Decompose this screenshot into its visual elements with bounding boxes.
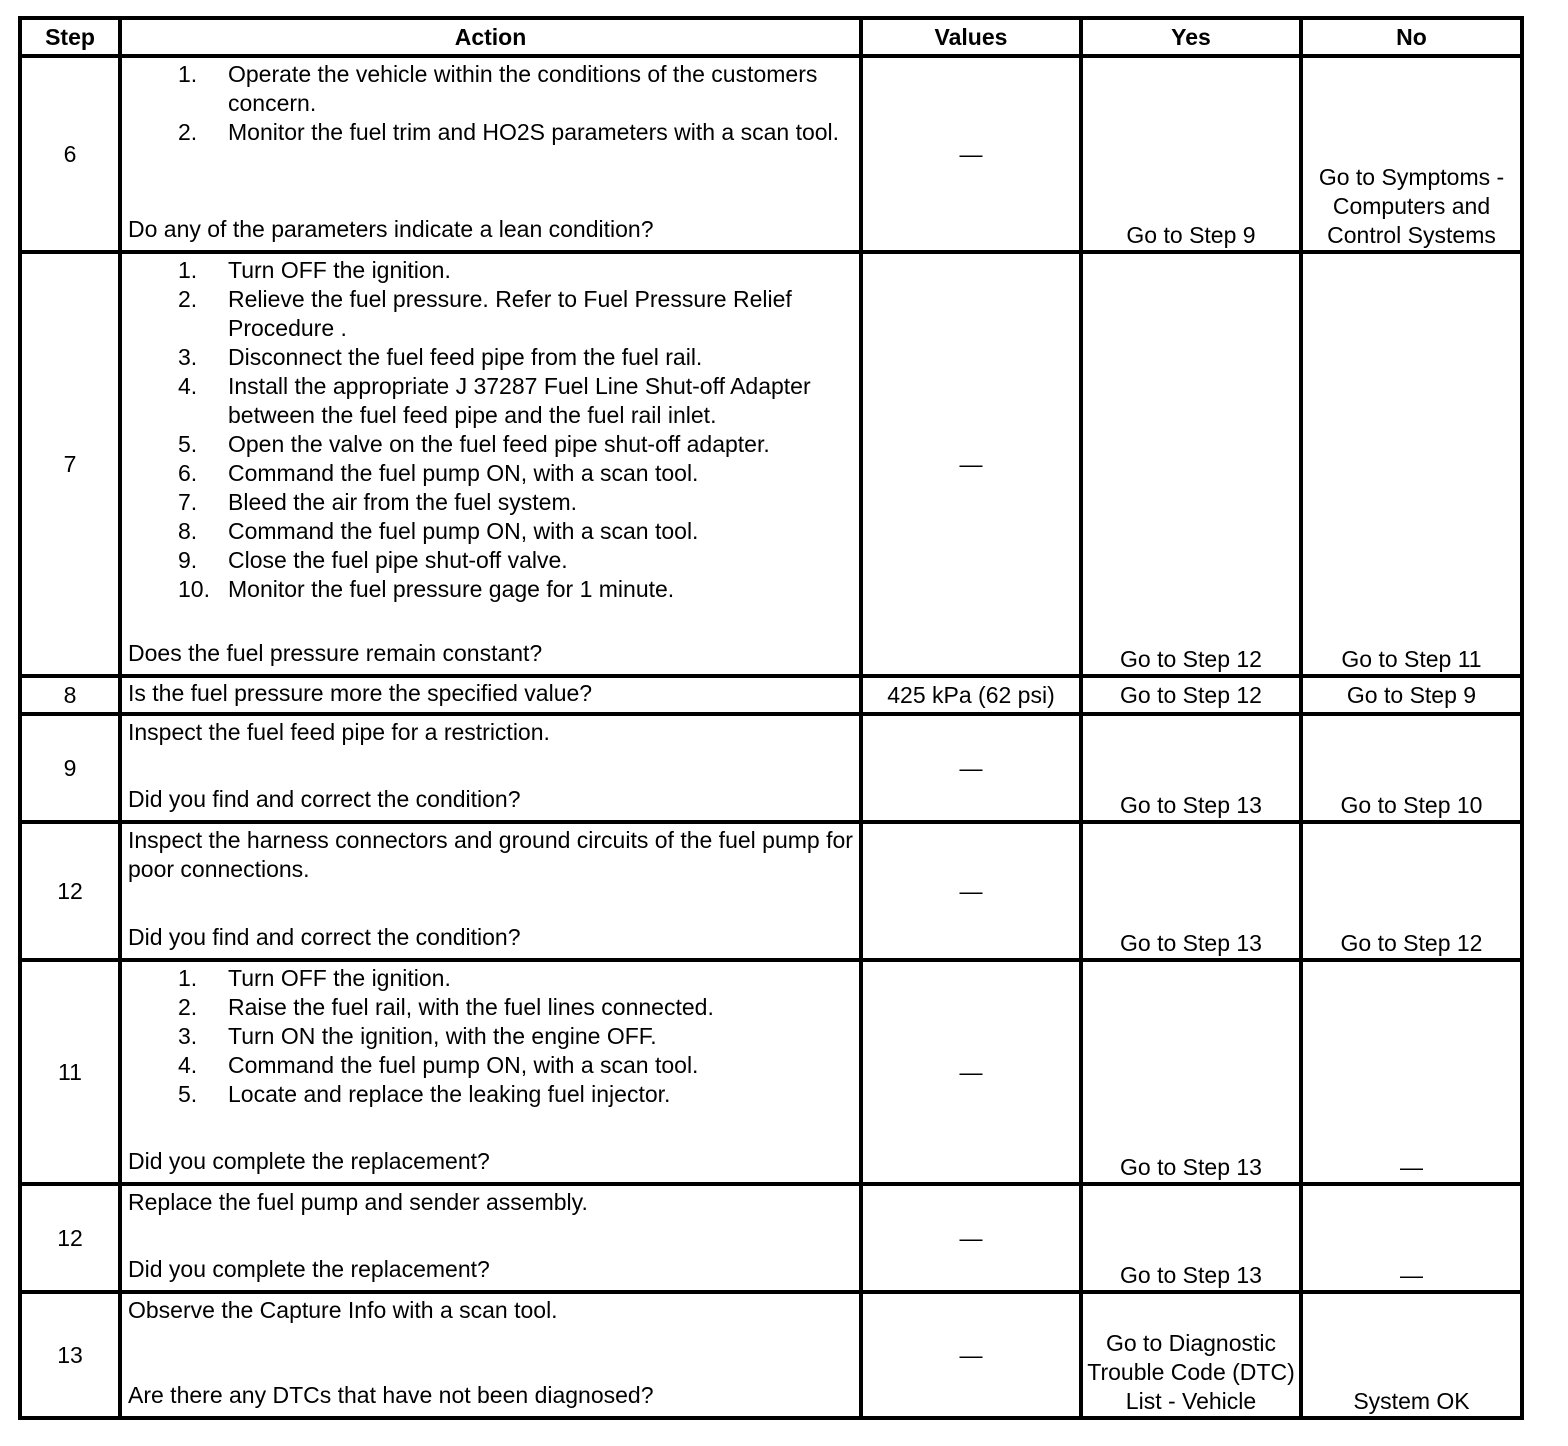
step-number: 11 [20, 960, 120, 1184]
list-item-text: Relieve the fuel pressure. Refer to Fuel Pressure Relief Procedure . [228, 286, 792, 341]
list-item-number: 6. [178, 460, 198, 486]
yes-cell: Go to Step 13 [1081, 960, 1301, 1184]
list-item [128, 459, 853, 488]
values-cell: — [861, 252, 1081, 676]
action-question: Are there any DTCs that have not been diagnosed? [128, 1382, 654, 1408]
step-number: 7 [20, 252, 120, 676]
diagnostic-table [18, 16, 1524, 1420]
action-text: Inspect the harness connectors and ground circuits of the fuel pump for poor connections. [128, 827, 853, 882]
yes-cell: Go to Step 12 [1081, 676, 1301, 714]
values-cell: — [861, 1292, 1081, 1418]
list-item-text: Install the appropriate J 37287 Fuel Line Shut-off Adapter between the fuel feed pipe and the fuel rail inlet. [228, 373, 811, 428]
list-item-number: 4. [178, 1052, 198, 1078]
action-question: Did you find and correct the condition? [128, 786, 521, 812]
list-item [128, 546, 853, 575]
yes-cell: Go to Diagnostic Trouble Code (DTC) List - Vehicle [1081, 1292, 1301, 1418]
action-question: Did you complete the replacement? [128, 1256, 490, 1282]
list-item-number: 5. [178, 431, 198, 457]
action-cell [120, 252, 861, 676]
list-item-text: Command the fuel pump ON, with a scan tool. [228, 518, 699, 544]
list-item-text: Monitor the fuel trim and HO2S parameters with a scan tool. [228, 119, 840, 145]
list-item-number: 1. [178, 257, 198, 283]
step-number: 13 [20, 1292, 120, 1418]
list-item-number: 2. [178, 119, 198, 145]
yes-cell: Go to Step 13 [1081, 822, 1301, 960]
yes-cell: Go to Step 9 [1081, 56, 1301, 252]
values-cell: — [861, 822, 1081, 960]
values-cell: — [861, 960, 1081, 1184]
action-question: Did you find and correct the condition? [128, 924, 521, 950]
step-number: 9 [20, 714, 120, 822]
action-cell [120, 960, 861, 1184]
table-row [20, 822, 1522, 960]
list-item-text: Bleed the air from the fuel system. [228, 489, 577, 515]
no-cell: Go to Symptoms - Computers and Control Systems [1301, 56, 1522, 252]
list-item-text: Close the fuel pipe shut-off valve. [228, 547, 568, 573]
list-item-number: 5. [178, 1081, 198, 1107]
action-cell [120, 676, 861, 714]
no-cell: Go to Step 10 [1301, 714, 1522, 822]
list-item-number: 3. [178, 344, 198, 370]
list-item-number: 7. [178, 489, 198, 515]
action-steps-list [128, 60, 853, 147]
list-item [128, 575, 853, 604]
list-item-text: Raise the fuel rail, with the fuel lines connected. [228, 994, 714, 1020]
no-cell: Go to Step 11 [1301, 252, 1522, 676]
list-item-text: Locate and replace the leaking fuel injector. [228, 1081, 671, 1107]
step-number: 6 [20, 56, 120, 252]
action-text: Replace the fuel pump and sender assembly. [128, 1189, 588, 1215]
list-item-text: Monitor the fuel pressure gage for 1 minute. [228, 576, 675, 602]
values-cell: — [861, 1184, 1081, 1292]
action-text: Inspect the fuel feed pipe for a restriction. [128, 719, 550, 745]
header-row [20, 18, 1522, 56]
list-item [128, 1051, 853, 1080]
action-cell [120, 1184, 861, 1292]
list-item-text: Open the valve on the fuel feed pipe shut-off adapter. [228, 431, 770, 457]
step-number: 8 [20, 676, 120, 714]
list-item [128, 1080, 853, 1109]
action-question: Do any of the parameters indicate a lean condition? [128, 216, 654, 242]
list-item-number: 3. [178, 1023, 198, 1049]
no-cell: System OK [1301, 1292, 1522, 1418]
table-row [20, 676, 1522, 714]
list-item [128, 488, 853, 517]
header-yes: Yes [1081, 18, 1301, 56]
list-item-text: Turn OFF the ignition. [228, 965, 451, 991]
list-item-number: 1. [178, 61, 198, 87]
list-item-number: 4. [178, 373, 198, 399]
no-cell: — [1301, 960, 1522, 1184]
table-row [20, 252, 1522, 676]
no-cell: — [1301, 1184, 1522, 1292]
action-question: Did you complete the replacement? [128, 1148, 490, 1174]
action-steps-list [128, 964, 853, 1109]
list-item-number: 8. [178, 518, 198, 544]
values-cell: 425 kPa (62 psi) [861, 676, 1081, 714]
action-cell [120, 822, 861, 960]
list-item [128, 964, 853, 993]
action-cell [120, 56, 861, 252]
step-number: 12 [20, 1184, 120, 1292]
action-text: Observe the Capture Info with a scan tool. [128, 1297, 558, 1323]
list-item-text: Disconnect the fuel feed pipe from the fuel rail. [228, 344, 703, 370]
action-cell [120, 1292, 861, 1418]
action-steps-list [128, 256, 853, 604]
header-values: Values [861, 18, 1081, 56]
list-item [128, 517, 853, 546]
no-cell: Go to Step 9 [1301, 676, 1522, 714]
diagnostic-table-container [18, 16, 1520, 1420]
list-item-number: 1. [178, 965, 198, 991]
list-item [128, 285, 853, 343]
table-row [20, 1184, 1522, 1292]
table-row [20, 1292, 1522, 1418]
header-step: Step [20, 18, 120, 56]
table-row [20, 960, 1522, 1184]
yes-cell: Go to Step 12 [1081, 252, 1301, 676]
header-action: Action [120, 18, 861, 56]
list-item-number: 2. [178, 286, 198, 312]
list-item [128, 343, 853, 372]
table-row [20, 714, 1522, 822]
step-number: 12 [20, 822, 120, 960]
values-cell: — [861, 714, 1081, 822]
list-item-text: Operate the vehicle within the conditions of the customers concern. [228, 61, 818, 116]
list-item-number: 9. [178, 547, 198, 573]
action-text: Is the fuel pressure more the specified value? [128, 679, 593, 706]
yes-cell: Go to Step 13 [1081, 714, 1301, 822]
list-item [128, 372, 853, 430]
yes-cell: Go to Step 13 [1081, 1184, 1301, 1292]
list-item [128, 993, 853, 1022]
action-question: Does the fuel pressure remain constant? [128, 640, 543, 666]
list-item-text: Command the fuel pump ON, with a scan tool. [228, 1052, 699, 1078]
list-item [128, 118, 853, 147]
list-item-number: 10. [178, 576, 210, 602]
no-cell: Go to Step 12 [1301, 822, 1522, 960]
list-item [128, 60, 853, 118]
list-item [128, 430, 853, 459]
list-item [128, 1022, 853, 1051]
action-cell [120, 714, 861, 822]
list-item [128, 256, 853, 285]
list-item-text: Turn OFF the ignition. [228, 257, 451, 283]
table-row [20, 56, 1522, 252]
list-item-number: 2. [178, 994, 198, 1020]
header-no: No [1301, 18, 1522, 56]
values-cell: — [861, 56, 1081, 252]
list-item-text: Turn ON the ignition, with the engine OFF. [228, 1023, 657, 1049]
list-item-text: Command the fuel pump ON, with a scan tool. [228, 460, 699, 486]
